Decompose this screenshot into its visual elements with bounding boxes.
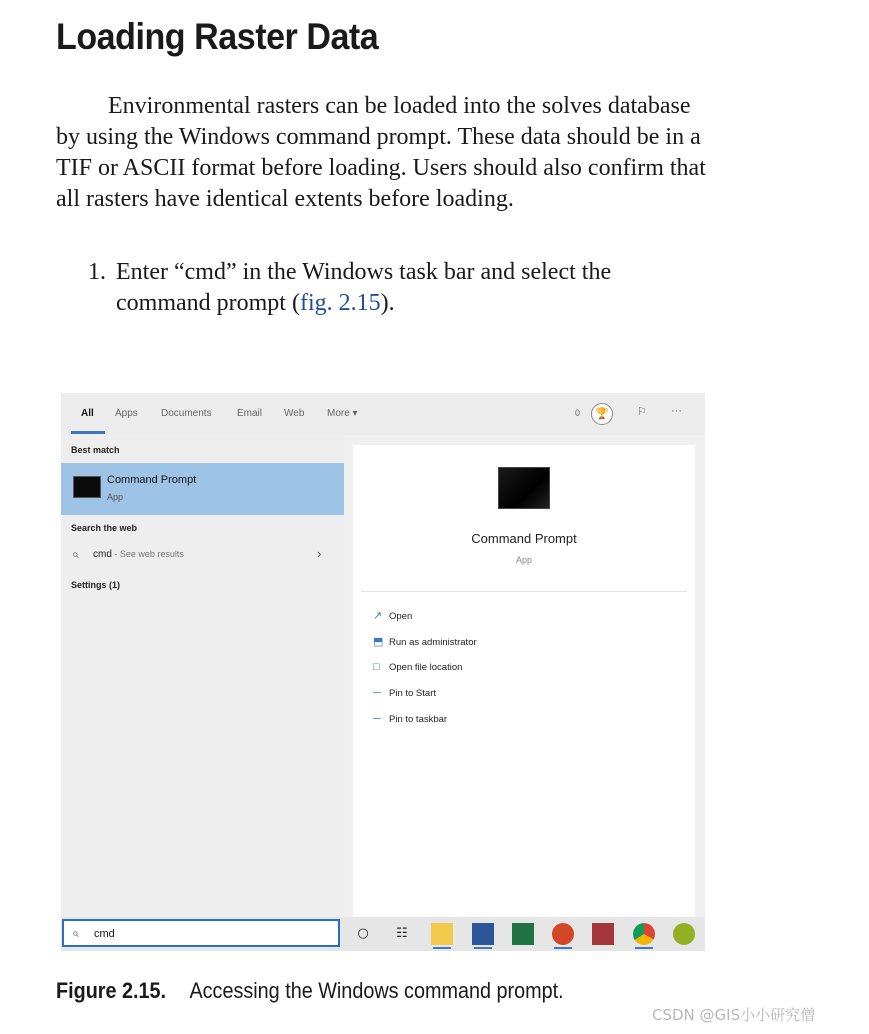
step-text-before: Enter “cmd” in the Windows task bar and select the command prompt ( — [116, 259, 612, 316]
pin-icon: ─ — [373, 687, 381, 699]
search-icon: ⌕ — [72, 547, 79, 561]
taskbar-search-box[interactable] — [62, 919, 340, 947]
step-text-after: ). — [380, 290, 395, 316]
action-pin-taskbar[interactable] — [373, 713, 447, 725]
detail-subtitle: App — [515, 555, 532, 565]
best-match-command-prompt[interactable] — [61, 463, 344, 515]
intro-paragraph: Environmental rasters can be loaded into the solves database by using the Windows command prompt. These data should be in a TIF or ASCII format before loading. Users should also confirm that all rasters have identical extents before loading. — [56, 93, 706, 212]
word-icon[interactable] — [472, 923, 494, 945]
access-icon[interactable] — [592, 923, 614, 945]
windows-search-screenshot — [61, 393, 705, 951]
caption-label: Figure 2.15. — [56, 978, 167, 1003]
tab-documents[interactable]: Documents — [161, 408, 212, 419]
detail-title: Command Prompt — [471, 531, 577, 546]
chrome-icon[interactable] — [633, 923, 655, 945]
action-run-as-admin[interactable] — [373, 635, 477, 648]
tab-more[interactable]: More ▾ — [327, 408, 358, 419]
caption-text: Accessing the Windows command prompt. — [189, 978, 564, 1003]
action-run-as-admin-label: Run as administrator — [389, 637, 477, 648]
file-explorer-icon[interactable] — [431, 923, 453, 945]
action-open-file-location-label: Open file location — [389, 662, 463, 673]
tab-all[interactable]: All — [81, 408, 94, 419]
web-search-result[interactable] — [61, 543, 344, 569]
trophy-icon[interactable]: 🏆 — [591, 403, 613, 425]
pin-icon: ─ — [373, 713, 381, 725]
best-match-label: Best match — [71, 445, 120, 455]
qgis-icon[interactable] — [673, 923, 695, 945]
detail-divider — [361, 591, 687, 592]
command-prompt-icon — [73, 476, 101, 498]
taskbar — [61, 917, 705, 951]
action-pin-taskbar-label: Pin to taskbar — [389, 714, 448, 725]
search-tabs — [61, 393, 705, 435]
csdn-watermark: CSDN @GIS小小研究僧 — [652, 1006, 816, 1024]
step-text — [116, 257, 708, 319]
folder-icon: □ — [373, 661, 380, 673]
action-pin-start[interactable] — [373, 687, 436, 699]
settings-label: Settings (1) — [71, 580, 121, 590]
results-pane — [61, 435, 344, 917]
excel-icon[interactable] — [512, 923, 534, 945]
task-view-icon[interactable]: ☷ — [396, 926, 408, 941]
action-open[interactable] — [373, 609, 412, 622]
more-options-icon[interactable]: ··· — [671, 405, 682, 417]
command-prompt-large-icon — [498, 467, 550, 509]
cortana-icon[interactable]: ○ — [357, 926, 369, 941]
search-web-label: Search the web — [71, 523, 138, 533]
tab-email[interactable]: Email — [237, 408, 263, 419]
step-number: 1. — [88, 259, 106, 285]
detail-pane — [353, 445, 695, 917]
section-heading: Loading Raster Data — [56, 16, 379, 57]
step-1 — [88, 257, 708, 319]
reward-count: 0 — [575, 408, 581, 418]
open-icon: ↗ — [373, 610, 383, 622]
active-tab-indicator — [71, 431, 105, 434]
tab-apps[interactable]: Apps — [115, 408, 138, 419]
best-match-title: Command Prompt — [107, 474, 197, 486]
powerpoint-icon[interactable] — [552, 923, 574, 945]
action-pin-start-label: Pin to Start — [389, 688, 436, 699]
action-open-label: Open — [389, 611, 413, 622]
chevron-right-icon[interactable]: › — [317, 546, 322, 561]
taskbar-search-input[interactable]: cmd — [94, 928, 115, 940]
search-icon: ⌕ — [72, 926, 79, 940]
feedback-icon[interactable]: ⚐ — [637, 406, 647, 418]
web-query: cmd — [93, 549, 112, 560]
figure-link[interactable]: fig. 2.15 — [299, 290, 381, 316]
action-open-file-location[interactable] — [373, 661, 462, 673]
best-match-subtitle: App — [107, 492, 124, 502]
tab-web[interactable]: Web — [284, 408, 305, 419]
web-suffix: - See web results — [111, 549, 184, 559]
web-result-text — [93, 549, 184, 560]
figure-caption — [56, 978, 564, 1004]
shield-icon: ⬒ — [373, 636, 384, 648]
